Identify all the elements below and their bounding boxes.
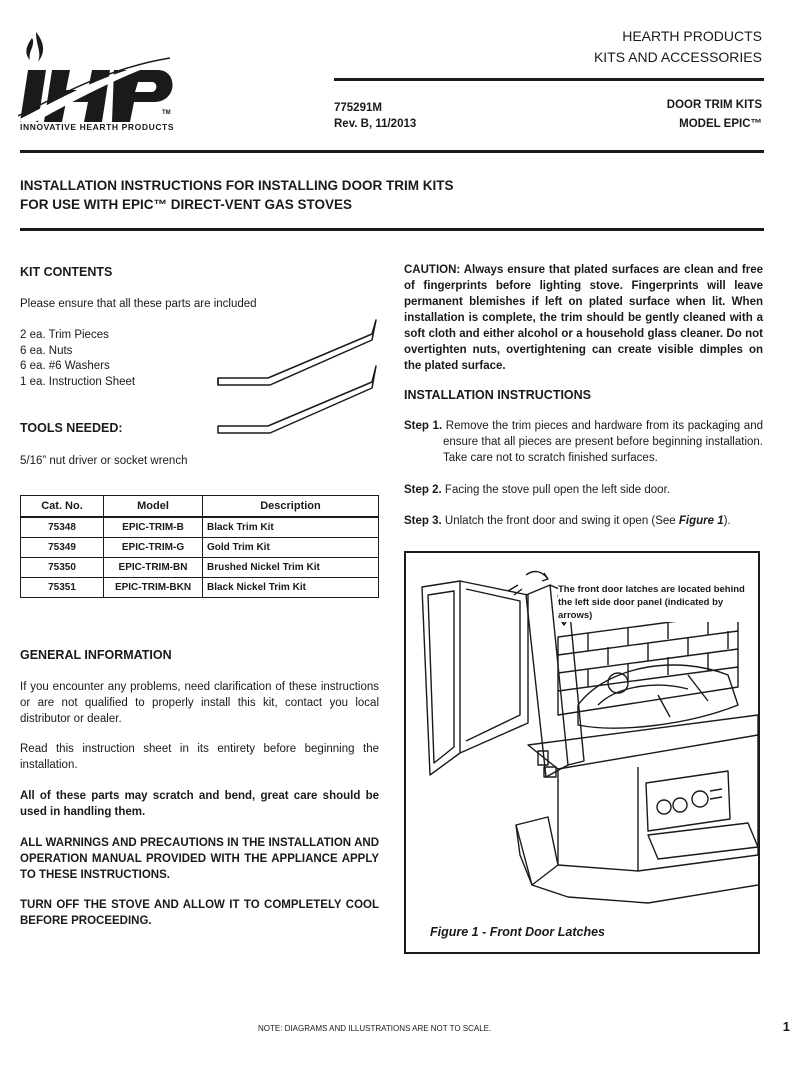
page-number: 1 <box>782 1019 790 1034</box>
figure-1 <box>404 551 760 954</box>
table-row <box>21 578 379 598</box>
step-3 <box>404 513 763 529</box>
title-divider <box>20 228 764 231</box>
ihp-logo <box>18 30 178 135</box>
description-cell: Gold Trim Kit <box>203 538 379 558</box>
model-cell: EPIC-TRIM-G <box>104 538 203 558</box>
cat-no-cell: 75351 <box>21 578 104 598</box>
step-2-label: Step 2. <box>404 484 442 496</box>
page-title <box>20 176 740 214</box>
caution-text: CAUTION: Always ensure that plated surfaces are clean and free of fingerprints before lighting stove. Fingerprints will leave permanent blemishes if left on plated surface when lit. When installation is complete, the trim should be gently cleaned with a soft cloth and either alcohol or a household glass cleaner. Do not overtighten nuts, overtightening can create visible dimples on the plated surface. <box>404 264 763 372</box>
description-cell: Brushed Nickel Trim Kit <box>203 558 379 578</box>
step-1 <box>404 418 763 466</box>
step-3-text: Unlatch the front door and swing it open (See <box>444 515 679 527</box>
list-item: 1 ea. Instruction Sheet <box>20 375 136 388</box>
title-line-1: INSTALLATION INSTRUCTIONS FOR INSTALLING DOOR TRIM KITS <box>20 178 454 193</box>
table-row <box>21 538 379 558</box>
table-header-model: Model <box>104 496 203 518</box>
header-divider-top <box>334 78 764 81</box>
model-cell: EPIC-TRIM-BKN <box>104 578 203 598</box>
step-2-text: Facing the stove pull open the left side door. <box>444 484 670 496</box>
step-1-label: Step 1. <box>404 420 443 432</box>
kit-contents-heading: KIT CONTENTS <box>20 265 113 279</box>
general-info-p3: All of these parts may scratch and bend, great care should be used in handling them. <box>20 790 379 818</box>
cat-no-cell: 75350 <box>21 558 104 578</box>
table-row <box>21 558 379 578</box>
installation-heading: INSTALLATION INSTRUCTIONS <box>404 388 592 402</box>
general-info-p2: Read this instruction sheet in its entirety before beginning the installation. <box>20 743 379 771</box>
general-info-heading: GENERAL INFORMATION <box>20 648 172 662</box>
list-item: 6 ea. Nuts <box>20 344 73 357</box>
category-line-1: HEARTH PRODUCTS <box>622 28 762 44</box>
general-info-p1: If you encounter any problems, need clarification of these instructions or are not qualified to properly install this kit, contact you local distributor or dealer. <box>20 681 379 725</box>
figure-1-reference: Figure 1 <box>678 515 724 527</box>
tools-heading: TOOLS NEEDED: <box>20 421 123 435</box>
tools-text: 5/16” nut driver or socket wrench <box>20 455 188 467</box>
step-2 <box>404 482 763 498</box>
parts-list <box>20 328 135 390</box>
list-item: 6 ea. #6 Washers <box>20 360 110 372</box>
step-3-label: Step 3. <box>404 515 442 527</box>
footer-note: NOTE: DIAGRAMS AND ILLUSTRATIONS ARE NOT TO SCALE. <box>258 1024 492 1033</box>
step-1-text: Remove the trim pieces and hardware from its packaging and ensure that all pieces are present before beginning installation. Take care not to scratch finished surfaces. <box>443 420 763 464</box>
step-3-text-end: ). <box>723 515 731 527</box>
description-cell: Black Nickel Trim Kit <box>203 578 379 598</box>
general-info-p5: TURN OFF THE STOVE AND ALLOW IT TO COMPLETELY COOL BEFORE PROCEEDING. <box>20 899 379 927</box>
logo-tm: TM <box>162 110 171 116</box>
model-cell: EPIC-TRIM-BN <box>104 558 203 578</box>
title-line-2: FOR USE WITH EPIC™ DIRECT-VENT GAS STOVES <box>20 197 353 212</box>
category-line-2: KITS AND ACCESSORIES <box>593 49 762 65</box>
doc-number: 775291M <box>334 102 382 114</box>
header-divider <box>20 150 764 153</box>
doc-revision: Rev. B, 11/2013 <box>334 118 417 130</box>
table-row <box>21 517 379 538</box>
figure-caption: Figure 1 - Front Door Latches <box>430 925 606 939</box>
trim-pieces-illustration <box>214 308 384 444</box>
catalog-table <box>20 495 379 598</box>
kit-contents-intro: Please ensure that all these parts are included <box>20 298 257 310</box>
logo-caption: INNOVATIVE HEARTH PRODUCTS <box>20 122 175 132</box>
cat-no-cell: 75348 <box>21 517 104 538</box>
general-info-p4: ALL WARNINGS AND PRECAUTIONS IN THE INSTALLATION AND OPERATION MANUAL PROVIDED WITH THE APPLIANCE APPLY TO THESE INSTRUCTIONS. <box>20 837 379 881</box>
model-cell: EPIC-TRIM-B <box>104 517 203 538</box>
product-title-line-2: MODEL EPIC™ <box>679 118 762 130</box>
product-title-line-1: DOOR TRIM KITS <box>666 99 762 111</box>
table-header-cat-no: Cat. No. <box>21 496 104 518</box>
list-item: 2 ea. Trim Pieces <box>20 329 109 341</box>
figure-callout: The front door latches are located behind the left side door panel (indicated by arrows) <box>558 583 754 622</box>
table-header-description: Description <box>203 496 379 518</box>
cat-no-cell: 75349 <box>21 538 104 558</box>
description-cell: Black Trim Kit <box>203 517 379 538</box>
